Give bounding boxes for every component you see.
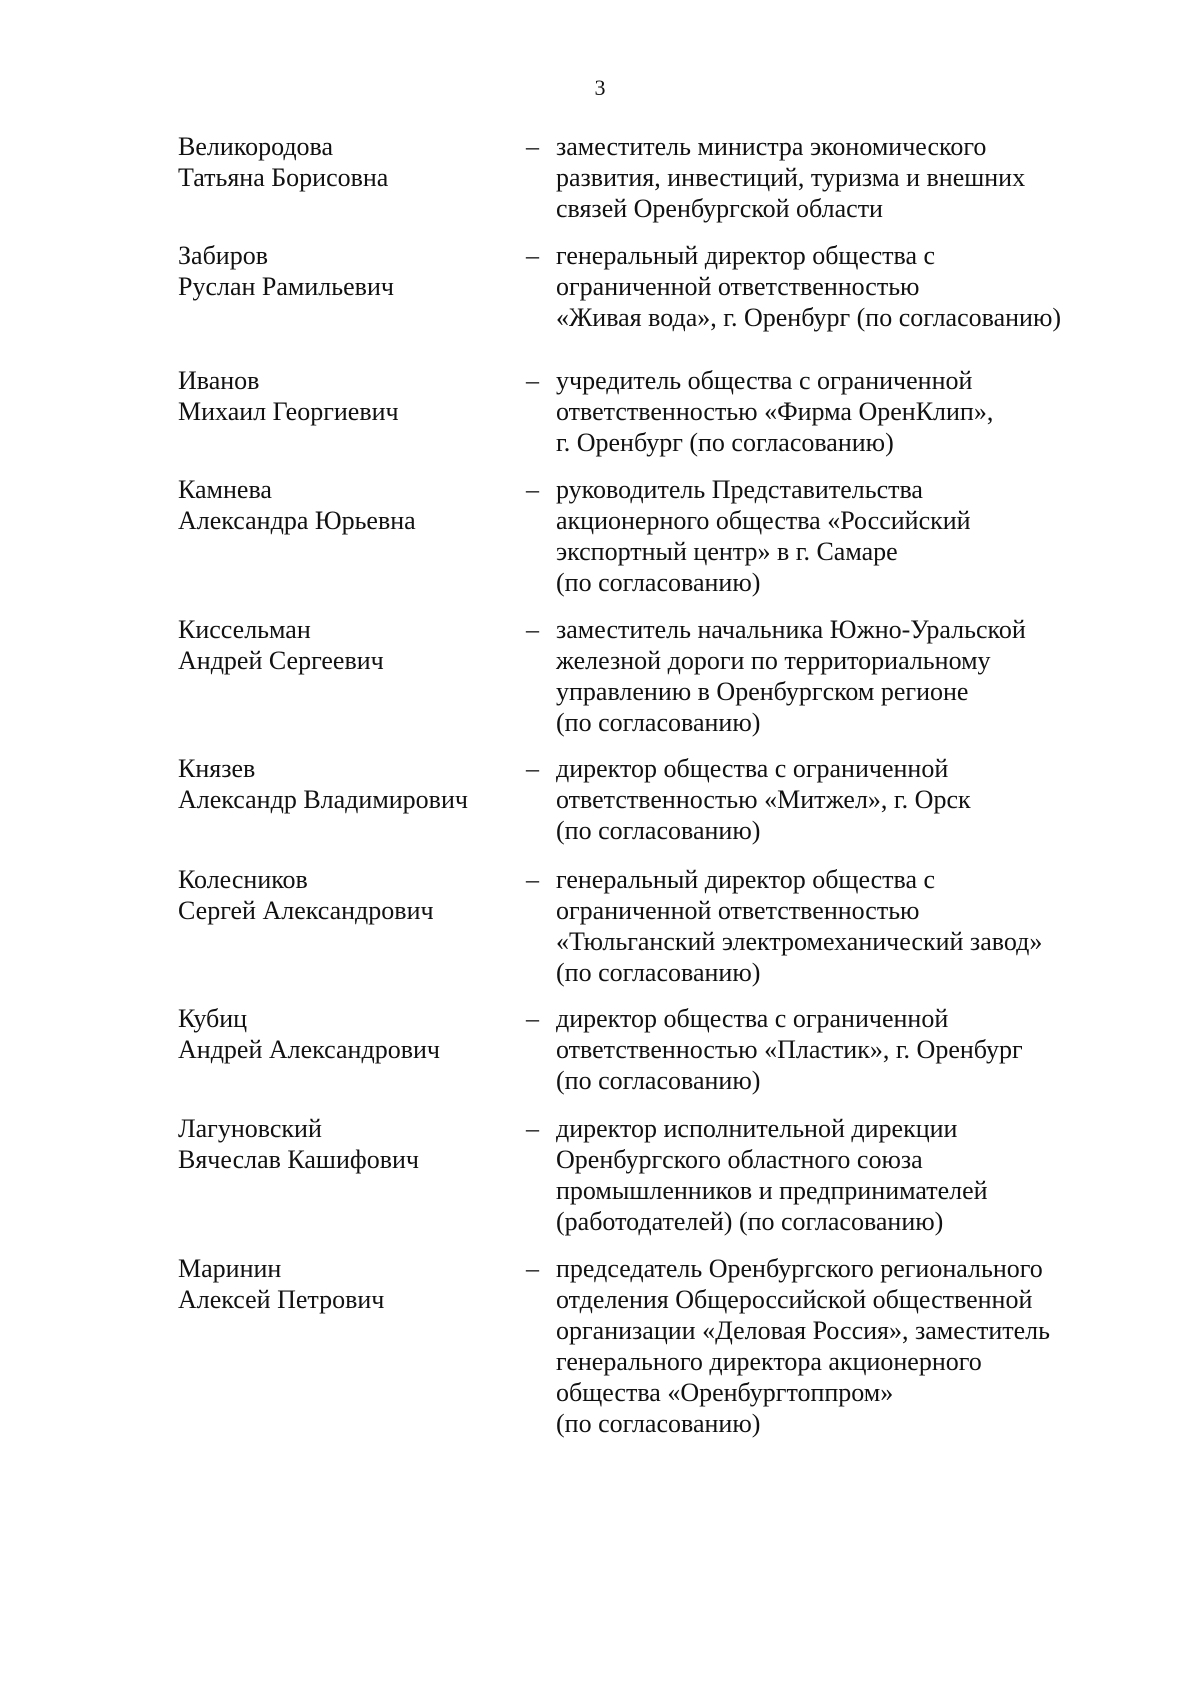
role-line: (по согласованию) [556, 708, 761, 737]
role-line: председатель Оренбургского регионального [556, 1254, 1043, 1283]
dash-separator: – [526, 1254, 539, 1283]
member-surname: Князев [178, 754, 256, 783]
role-line: ответственностью «Пластик», г. Оренбург [556, 1035, 1023, 1064]
member-name [178, 1003, 518, 1065]
role-line: «Живая вода», г. Оренбург (по согласованию) [556, 303, 1062, 332]
member-role [556, 365, 1156, 458]
member-given-names: Алексей Петрович [178, 1285, 385, 1314]
dash-separator: – [526, 475, 539, 504]
role-line: (работодателей) (по согласованию) [556, 1207, 944, 1236]
dash-separator: – [526, 1114, 539, 1143]
role-line: акционерного общества «Российский [556, 506, 971, 535]
role-line: ограниченной ответственностью [556, 896, 920, 925]
member-given-names: Михаил Георгиевич [178, 397, 399, 426]
role-line: управлению в Оренбургском регионе [556, 677, 969, 706]
member-role [556, 240, 1156, 333]
role-line: (по согласованию) [556, 1409, 761, 1438]
member-surname: Лагуновский [178, 1114, 322, 1143]
role-line: (по согласованию) [556, 1066, 761, 1095]
member-name [178, 753, 518, 815]
role-line: генерального директора акционерного [556, 1347, 982, 1376]
member-role [556, 1253, 1156, 1439]
member-name [178, 614, 518, 676]
role-line: (по согласованию) [556, 816, 761, 845]
role-line: Оренбургского областного союза [556, 1145, 923, 1174]
role-line: ограниченной ответственностью [556, 272, 920, 301]
member-surname: Забиров [178, 241, 268, 270]
member-role [556, 1003, 1156, 1096]
dash-separator: – [526, 366, 539, 395]
member-surname: Иванов [178, 366, 260, 395]
member-surname: Киссельман [178, 615, 311, 644]
member-given-names: Татьяна Борисовна [178, 163, 389, 192]
dash-separator: – [526, 1004, 539, 1033]
member-given-names: Александр Владимирович [178, 785, 468, 814]
role-line: директор общества с ограниченной [556, 754, 949, 783]
page-number: 3 [594, 75, 606, 100]
dash-separator: – [526, 615, 539, 644]
role-line: (по согласованию) [556, 568, 761, 597]
role-line: организации «Деловая Россия», заместитель [556, 1316, 1050, 1345]
role-line: директор общества с ограниченной [556, 1004, 949, 1033]
dash-separator: – [526, 754, 539, 783]
role-line: экспортный центр» в г. Самаре [556, 537, 898, 566]
role-line: г. Оренбург (по согласованию) [556, 428, 894, 457]
member-role [556, 864, 1156, 988]
role-line: директор исполнительной дирекции [556, 1114, 958, 1143]
member-given-names: Андрей Сергеевич [178, 646, 384, 675]
role-line: «Тюльганский электромеханический завод» [556, 927, 1043, 956]
member-name [178, 1253, 518, 1315]
member-given-names: Руслан Рамильевич [178, 272, 394, 301]
role-line: ответственностью «Митжел», г. Орск [556, 785, 971, 814]
member-surname: Маринин [178, 1254, 282, 1283]
member-role [556, 1113, 1156, 1237]
member-name [178, 474, 518, 536]
role-line: (по согласованию) [556, 958, 761, 987]
member-given-names: Вячеслав Кашифович [178, 1145, 419, 1174]
role-line: отделения Общероссийской общественной [556, 1285, 1033, 1314]
member-role [556, 753, 1156, 846]
member-role [556, 614, 1156, 738]
member-role [556, 131, 1156, 224]
member-surname: Кубиц [178, 1004, 248, 1033]
member-given-names: Сергей Александрович [178, 896, 434, 925]
role-line: развития, инвестиций, туризма и внешних [556, 163, 1026, 192]
role-line: ответственностью «Фирма ОренКлип», [556, 397, 994, 426]
member-role [556, 474, 1156, 598]
role-line: руководитель Представительства [556, 475, 923, 504]
member-name [178, 365, 518, 427]
role-line: учредитель общества с ограниченной [556, 366, 973, 395]
role-line: железной дороги по территориальному [556, 646, 991, 675]
member-name [178, 131, 518, 193]
role-line: заместитель министра экономического [556, 132, 987, 161]
member-name [178, 240, 518, 302]
role-line: заместитель начальника Южно-Уральской [556, 615, 1026, 644]
member-given-names: Андрей Александрович [178, 1035, 440, 1064]
dash-separator: – [526, 132, 539, 161]
member-surname: Великородова [178, 132, 334, 161]
member-surname: Камнева [178, 475, 272, 504]
role-line: общества «Оренбургтоппром» [556, 1378, 894, 1407]
role-line: генеральный директор общества с [556, 241, 936, 270]
member-name [178, 864, 518, 926]
role-line: генеральный директор общества с [556, 865, 936, 894]
member-name [178, 1113, 518, 1175]
member-given-names: Александра Юрьевна [178, 506, 416, 535]
dash-separator: – [526, 241, 539, 270]
role-line: промышленников и предпринимателей [556, 1176, 988, 1205]
dash-separator: – [526, 865, 539, 894]
role-line: связей Оренбургской области [556, 194, 883, 223]
member-surname: Колесников [178, 865, 308, 894]
